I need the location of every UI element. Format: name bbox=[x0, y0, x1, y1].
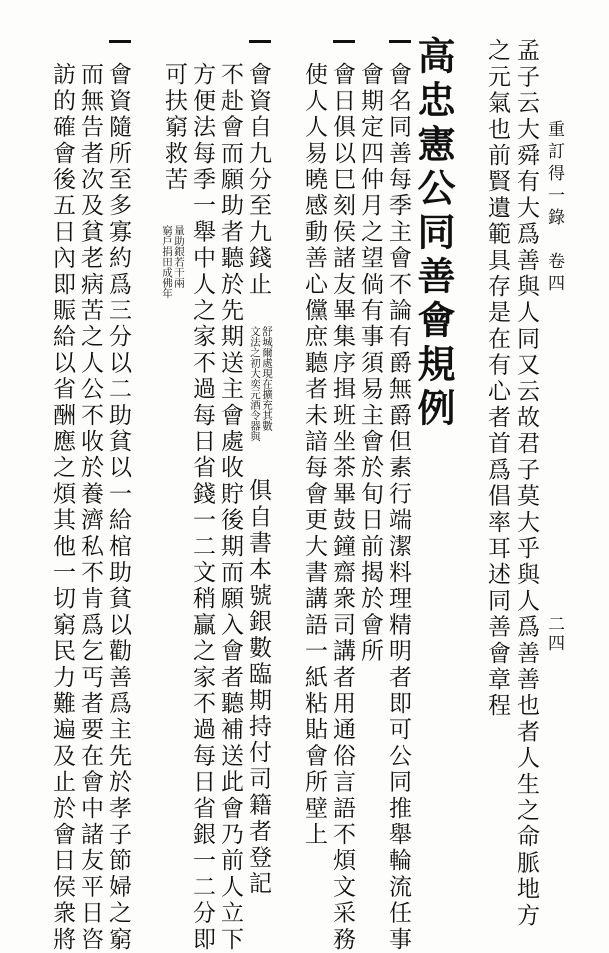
page-number: 二四 bbox=[544, 615, 564, 653]
rule-line: 會資隨所至多寡約爲三分以二助貧以一給棺助貧以勸善爲主先於孝子節婦之窮 bbox=[105, 62, 131, 953]
inline-note: 文法之初大奕元酒令器與 bbox=[249, 326, 261, 442]
rule-line: 不赴會而願助者聽於先期送主會處收貯後期而願入會者聽補送此會乃前人立下 bbox=[217, 62, 243, 953]
rule-bullet bbox=[249, 40, 271, 43]
intro-line: 孟子云大舜有大爲善與人同又云故君子莫大乎與人爲善善也者人生之命脈地方 bbox=[513, 38, 539, 929]
rule-line: 而無告者次及貧老病苦之人公不收於養濟私不肯爲乞丐者要在會中諸友平日咨 bbox=[77, 62, 103, 953]
rule-line: 會日俱以巳刻侯諸友畢集序揖班坐茶畢鼓鐘齋衆司講者用通俗言語不煩文采務 bbox=[329, 62, 355, 953]
rule-line: 俱自書本號銀數臨期持付司籍者登記 bbox=[245, 478, 271, 898]
section-title: 高忠憲公同善會規例 bbox=[411, 36, 456, 432]
rule-bullet bbox=[333, 40, 355, 43]
book-title: 重訂得一錄 bbox=[544, 120, 564, 230]
inline-note: 窮戶捐田成佛年 bbox=[161, 225, 173, 299]
rule-bullet bbox=[389, 40, 411, 43]
rule-line: 可扶窮救苦 bbox=[161, 62, 187, 193]
inline-note: 量助銀若干兩 bbox=[173, 225, 185, 288]
inline-note: 舒城爾處現在擴充其數 bbox=[261, 326, 273, 431]
rule-bullet bbox=[109, 40, 131, 43]
rule-line: 會資自九分至九錢止 bbox=[245, 62, 271, 298]
rule-line: 使人人易曉感動善心儻庶聽者未諳每會更大書講語一紙粘貼會所壁上 bbox=[301, 62, 327, 848]
intro-line: 之元氣也前賢遺範具存是在有心者首爲倡率耳述同善會章程 bbox=[484, 38, 510, 720]
volume-label: 卷四 bbox=[544, 252, 564, 296]
rule-line: 會期定四仲月之望倘有事須易主會於旬日前揭於會所 bbox=[357, 62, 383, 665]
rule-line: 會名同善每季主會不論有爵無爵但素行端潔料理精明者即可公同推舉輪流任事 bbox=[385, 62, 411, 953]
running-header bbox=[542, 120, 567, 296]
rule-line: 訪的確會後五日內即賑給以省酬應之煩其他一切窮民力難遍及止於會日侯衆將 bbox=[49, 62, 75, 953]
rule-line: 方便法每季一舉中人之家不過每日省錢一二文稍贏之家不過每日省銀一二分即 bbox=[189, 62, 215, 953]
